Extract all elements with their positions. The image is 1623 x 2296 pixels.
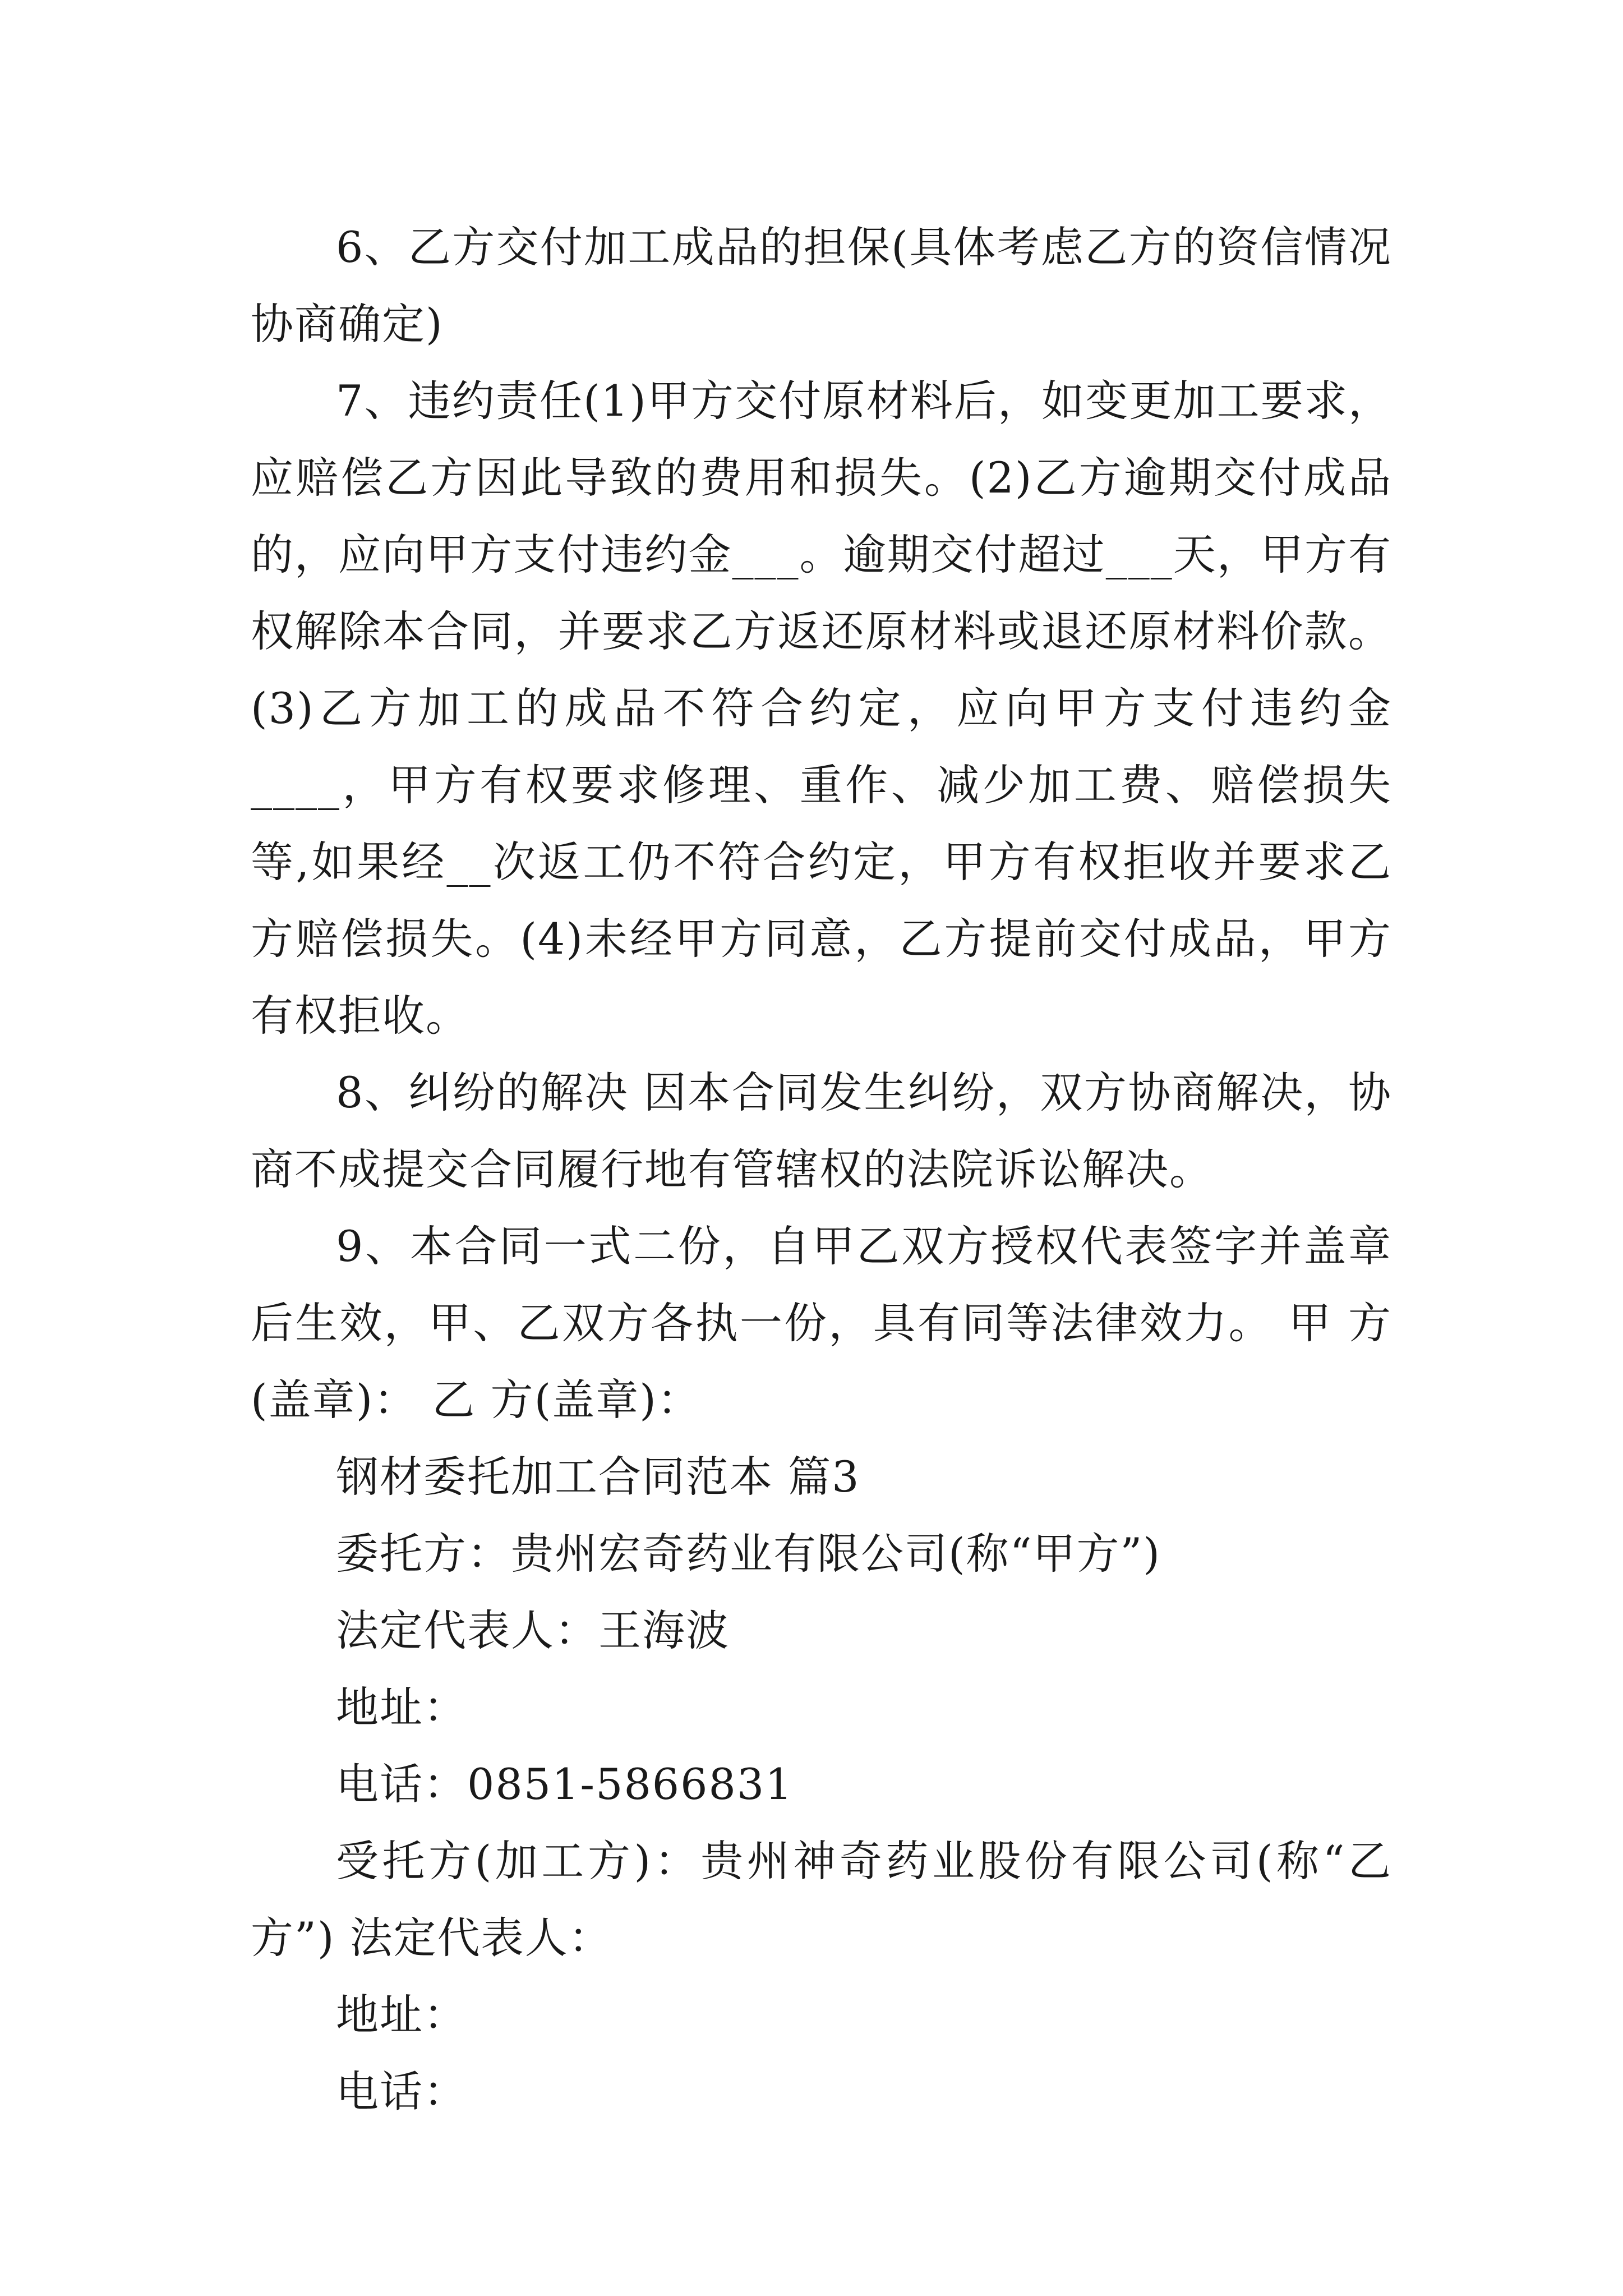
client-line: 委托方：贵州宏奇药业有限公司(称“甲方”) [336,1529,1161,1579]
clause-8: 8、纠纷的解决 因本合同发生纠纷，双方协商解决，协商不成提交合同履行地有管辖权的法院诉讼解决。 [251,1068,1392,1194]
client-representative: 法定代表人：王海波 [336,1605,730,1655]
clause-7: 7、违约责任(1)甲方交付原材料后，如变更加工要求，应赔偿乙方因此导致的费用和损失。(2)乙方逾期交付成品的，应向甲方支付违约金___。逾期交付超过___天，甲方有权解除本合同，并要求乙方返还原材料或退还原材料价款。(3)乙方加工的成品不符合约定，应向甲方支付违约金____，甲方有权要求修理、重作、减少加工费、赔偿损失等,如果经__次返工仍不符合约定，甲方有权拒收并要求乙方赔偿损失。(4)未经甲方同意，乙方提前交付成品，甲方有权拒收。 [251,376,1392,1041]
contractor-address: 地址： [336,1990,467,2040]
client-address: 地址： [336,1682,467,1732]
client-phone: 电话：0851-5866831 [336,1759,794,1809]
section-title: 钢材委托加工合同范本 篇3 [336,1452,860,1502]
document-page [251,209,1392,2130]
clause-9: 9、本合同一式二份，自甲乙双方授权代表签字并盖章后生效，甲、乙双方各执一份，具有同等法律效力。 甲 方(盖章)： 乙 方(盖章)： [251,1221,1392,1425]
contractor-line: 受托方(加工方)：贵州神奇药业股份有限公司(称“乙方”) 法定代表人： [251,1836,1392,1963]
clause-6: 6、乙方交付加工成品的担保(具体考虑乙方的资信情况协商确定) [251,222,1392,349]
contractor-phone: 电话： [336,2067,467,2116]
